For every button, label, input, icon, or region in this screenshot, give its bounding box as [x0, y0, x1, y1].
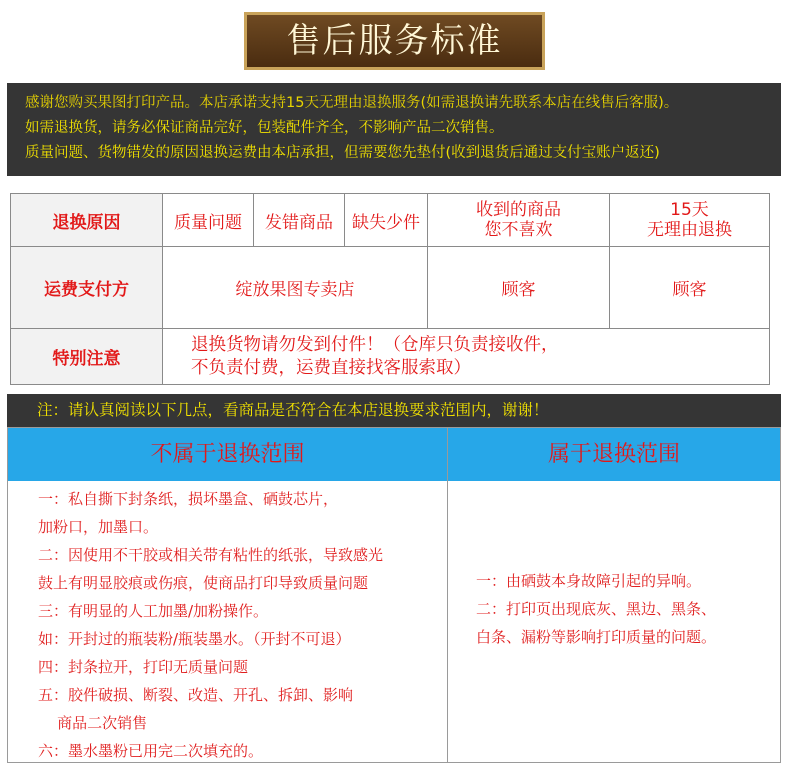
list-item: 五：胶件破损、断裂、改造、开孔、拆卸、影响 — [38, 686, 354, 704]
list-item: 加粉口，加墨口。 — [38, 518, 159, 536]
notice-banner: 注：请认真阅读以下几点，看商品是否符合在本店退换要求范围内，谢谢！ — [7, 394, 781, 427]
list-item: 一：私自撕下封条纸，损坏墨盒、硒鼓芯片， — [38, 490, 339, 508]
special-note-line1: 退换货物请勿发到付件！（仓库只负责接收件， — [191, 334, 559, 355]
covered-panel — [447, 427, 781, 763]
list-item: 六：墨水墨粉已用完二次填充的。 — [38, 742, 264, 760]
cell-15day-line1: 15天 — [670, 200, 709, 220]
list-item: 二：因使用不干胶或相关带有粘性的纸张，导致感光 — [38, 546, 384, 564]
cell-dislike-line2: 您不喜欢 — [484, 220, 553, 240]
cell-15day-line2: 无理由退换 — [647, 220, 732, 240]
covered-heading: 属于退换范围 — [448, 428, 780, 481]
notice-line-2: 如需退换货，请务必保证商品完好，包装配件齐全，不影响产品二次销售。 — [25, 120, 504, 136]
cell-customer-2: 顾客 — [610, 247, 770, 329]
cell-wrong-item: 发错商品 — [254, 194, 345, 247]
list-item: 白条、漏粉等影响打印质量的问题。 — [476, 628, 717, 646]
notice-box — [7, 83, 781, 176]
table-row-special — [11, 329, 770, 385]
not-covered-panel — [7, 427, 448, 763]
list-item: 如：开封过的瓶装粉/瓶装墨水。（开封不可退） — [38, 630, 351, 648]
page-title: 售后服务标准 — [247, 15, 542, 67]
table-row-reason — [11, 194, 770, 247]
notice-line-1: 感谢您购买果图打印产品。本店承诺支持15天无理由退换服务(如需退换请先联系本店在线售后客服)。 — [25, 95, 679, 111]
cell-dislike-line1: 收到的商品 — [476, 200, 561, 220]
cell-customer-1: 顾客 — [428, 247, 610, 329]
covered-list — [448, 481, 780, 651]
header-shipping-payer: 运费支付方 — [11, 247, 163, 329]
not-covered-heading: 不属于退换范围 — [8, 428, 447, 481]
header-reason: 退换原因 — [11, 194, 163, 247]
title-frame — [244, 12, 545, 70]
cell-special-note — [163, 329, 770, 385]
list-item: 商品二次销售 — [38, 714, 148, 732]
list-item: 一：由硒鼓本身故障引起的异响。 — [476, 572, 702, 590]
list-item: 三：有明显的人工加墨/加粉操作。 — [38, 602, 269, 620]
cell-missing-parts: 缺失少件 — [345, 194, 428, 247]
cell-quality: 质量问题 — [163, 194, 254, 247]
table-row-shipping — [11, 247, 770, 329]
special-note-line2: 不负责付费，运费直接找客服索取） — [191, 357, 471, 378]
list-item: 二：打印页出现底灰、黑边、黑条、 — [476, 600, 717, 618]
cell-store: 绽放果图专卖店 — [163, 247, 428, 329]
return-policy-table — [10, 193, 770, 385]
list-item: 鼓上有明显胶痕或伤痕，使商品打印导致质量问题 — [38, 574, 369, 592]
not-covered-list — [8, 481, 447, 765]
header-special-note: 特别注意 — [11, 329, 163, 385]
notice-line-3: 质量问题、货物错发的原因退换运费由本店承担，但需要您先垫付(收到退货后通过支付宝账户返还) — [25, 145, 660, 161]
cell-15day — [610, 194, 770, 247]
list-item: 四：封条拉开，打印无质量问题 — [38, 658, 249, 676]
cell-dislike — [428, 194, 610, 247]
